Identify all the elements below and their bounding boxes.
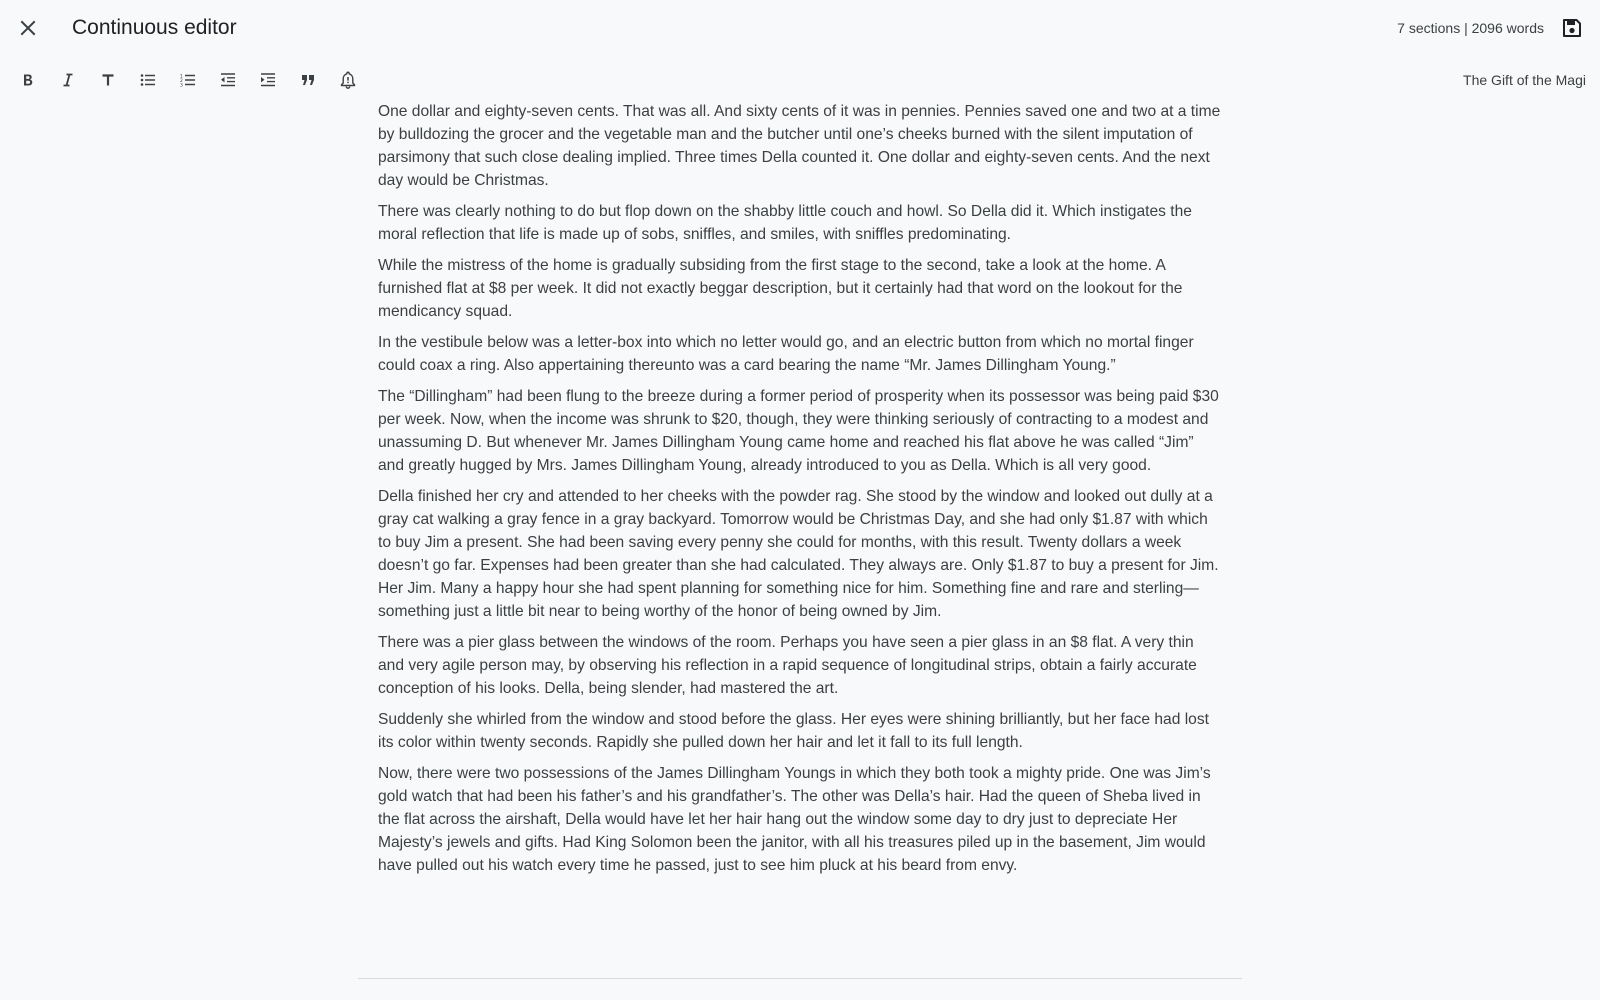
italic-icon: [61, 73, 75, 87]
section-divider: [358, 978, 1242, 979]
numbered-list-button[interactable]: [176, 68, 200, 92]
paragraph[interactable]: While the mistress of the home is gradually subsiding from the first stage to the second, take a look at the home. A furnished flat at $8 per week. It did not exactly beggar description, but it certainly had that word on the lookout for the mendicancy squad.: [378, 257, 1183, 320]
bell-alert-icon: [340, 71, 356, 89]
page-title: Continuous editor: [72, 16, 237, 39]
quote-button[interactable]: [296, 68, 320, 92]
format-toolbar: [0, 56, 1600, 104]
paragraph[interactable]: Della finished her cry and attended to her cheeks with the powder rag. She stood by the window and looked out dully at a gray cat walking a gray fence in a gray backyard. Tomorrow would be Christmas Day, and she had only $1.87 with which to buy Jim a present. She had been saving every penny she could for months, with this result. Twenty dollars a week doesn’t go far. Expenses had been greater than she had calculated. They always are. Only $1.87 to buy a present for Jim. Her Jim. Many a happy hour she had spent planning for something nice for him. Something fine and rare and sterling—something just a little bit near to being worthy of the honor of being owned by Jim.: [378, 488, 1219, 620]
document-stats: 7 sections | 2096 words: [1397, 20, 1544, 36]
bold-button[interactable]: [16, 68, 40, 92]
paragraph[interactable]: There was a pier glass between the windows of the room. Perhaps you have seen a pier glass in an $8 flat. A very thin and very agile person may, by observing his reflection in a rapid sequence of longitudinal strips, obtain a fairly accurate conception of his looks. Della, being slender, had mastered the art.: [378, 634, 1197, 697]
paragraph[interactable]: The “Dillingham” had been flung to the breeze during a former period of prosperity when its possessor was being paid $30 per week. Now, when the income was shrunk to $20, though, they were thinking seriously of contracting to a modest and unassuming D. But whenever Mr. James Dillingham Young came home and reached his flat above he was called “Jim” and greatly hugged by Mrs. James Dillingham Young, already introduced to you as Della. Which is all very good.: [378, 388, 1219, 474]
italic-button[interactable]: [56, 68, 80, 92]
bulleted-list-icon: [140, 73, 156, 87]
indent-icon: [260, 73, 276, 87]
bulleted-list-button[interactable]: [136, 68, 160, 92]
outdent-icon: [220, 73, 236, 87]
close-button[interactable]: [14, 14, 42, 42]
alert-button[interactable]: [336, 68, 360, 92]
heading-icon: [101, 73, 115, 87]
editor-content[interactable]: [378, 100, 1222, 885]
quote-icon: [301, 74, 315, 86]
heading-button[interactable]: [96, 68, 120, 92]
paragraph[interactable]: There was clearly nothing to do but flop down on the shabby little couch and howl. So Della did it. Which instigates the moral reflection that life is made up of sobs, sniffles, and smiles, with sniffles predominating.: [378, 203, 1192, 243]
svg-text:2: 2: [180, 79, 183, 84]
save-icon: [1562, 18, 1582, 38]
paragraph[interactable]: One dollar and eighty-seven cents. That was all. And sixty cents of it was in pennies. Pennies saved one and two at a time by bulldozing the grocer and the vegetable man and the butcher until one’s cheeks burned with the silent imputation of parsimony that such close dealing implied. Three times Della counted it. One dollar and eighty-seven cents. And the next day would be Christmas.: [378, 103, 1221, 189]
close-icon: [20, 20, 36, 36]
svg-text:3: 3: [180, 83, 183, 87]
svg-text:1: 1: [180, 74, 183, 80]
save-button[interactable]: [1560, 16, 1584, 40]
paragraph[interactable]: Now, there were two possessions of the James Dillingham Youngs in which they both took a mighty pride. One was Jim’s gold watch that had been his father’s and his grandfather’s. The other was Della’s hair. Had the queen of Sheba lived in the flat across the airshaft, Della would have let her hair hang out the window some day to dry just to depreciate Her Majesty’s jewels and gifts. Had King Solomon been the janitor, with all his treasures piled up in the basement, Jim would have pulled out his watch every time he passed, just to see him pluck at his beard from envy.: [378, 765, 1211, 874]
indent-button[interactable]: [256, 68, 280, 92]
numbered-list-icon: [180, 73, 196, 87]
paragraph[interactable]: Suddenly she whirled from the window and stood before the glass. Her eyes were shining brilliantly, but her face had lost its color within twenty seconds. Rapidly she pulled down her hair and let it fall to its full length.: [378, 711, 1209, 751]
paragraph[interactable]: In the vestibule below was a letter-box into which no letter would go, and an electric button from which no mortal finger could coax a ring. Also appertaining thereunto was a card bearing the name “Mr. James Dillingham Young.”: [378, 334, 1194, 374]
app-header: [0, 0, 1600, 56]
outdent-button[interactable]: [216, 68, 240, 92]
document-name: The Gift of the Magi: [1463, 72, 1586, 88]
bold-icon: [21, 73, 35, 87]
